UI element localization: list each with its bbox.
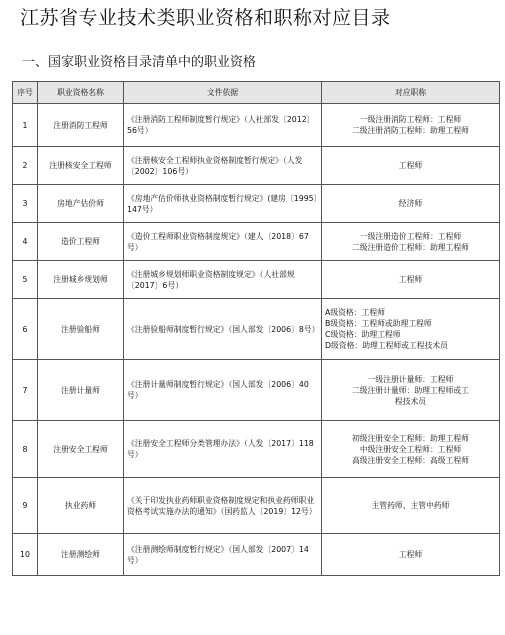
corresponding-title	[322, 147, 500, 185]
table-row	[13, 261, 500, 299]
title-line: 中级注册安全工程师：工程师	[359, 444, 462, 454]
table-row	[13, 147, 500, 185]
qualification-name: 执业药师	[38, 478, 124, 534]
table-row	[13, 223, 500, 261]
title-line: 程技术员	[394, 396, 427, 406]
document-basis: 《关于印发执业药师职业资格制度规定和执业药师职业资格考试实施办法的通知》（国药监人〔2019〕12号）	[124, 478, 322, 534]
title-line: 一级注册消防工程师：工程师	[359, 115, 462, 124]
table-row	[13, 104, 500, 147]
corresponding-title	[322, 104, 500, 147]
row-number: 3	[13, 185, 38, 223]
qualification-table	[12, 81, 500, 576]
row-number: 7	[13, 360, 38, 421]
title-line: 一级注册计量师：工程师	[367, 374, 454, 384]
header-document-basis: 文件依据	[124, 82, 322, 104]
table-row	[13, 299, 500, 360]
document-basis: 《注册测绘师制度暂行规定》（国人部发〔2007〕14号）	[124, 534, 322, 576]
qualification-name: 注册验船师	[38, 299, 124, 360]
header-qualification-name: 职业资格名称	[38, 82, 124, 104]
table-row	[13, 478, 500, 534]
document-basis: 《注册城乡规划师职业资格制度规定》（人社部规〔2017〕6号）	[124, 261, 322, 299]
row-number: 6	[13, 299, 38, 360]
document-basis: 《造价工程师职业资格制度规定》（建人〔2018〕67号）	[124, 223, 322, 261]
document-basis: 《注册核安全工程师执业资格制度暂行规定》（人发〔2002〕106号）	[124, 147, 322, 185]
title-line: 经济师	[398, 199, 423, 208]
table-header-row	[13, 82, 500, 104]
page-title: 江苏省专业技术类职业资格和职称对应目录	[20, 7, 391, 29]
title-line: A级资格：工程师	[325, 308, 385, 317]
title-line: 高级注册安全工程师：高级工程师	[352, 455, 469, 465]
title-line: 二级注册消防工程师：助理工程师	[352, 126, 469, 135]
section-heading: 一、国家职业资格目录清单中的职业资格	[22, 55, 257, 70]
table-row	[13, 534, 500, 576]
row-number: 8	[13, 421, 38, 478]
qualification-name: 注册消防工程师	[38, 104, 124, 147]
corresponding-title	[322, 478, 500, 534]
title-line: 初级注册安全工程师：助理工程师	[352, 433, 469, 443]
corresponding-title	[322, 421, 500, 478]
row-number: 2	[13, 147, 38, 185]
qualification-name: 造价工程师	[38, 223, 124, 261]
qualification-name: 注册核安全工程师	[38, 147, 124, 185]
corresponding-title	[322, 299, 500, 360]
header-no: 序号	[13, 82, 38, 104]
header-corresponding-title: 对应职称	[322, 82, 500, 104]
row-number: 10	[13, 534, 38, 576]
row-number: 9	[13, 478, 38, 534]
qualification-name: 注册城乡规划师	[38, 261, 124, 299]
corresponding-title	[322, 261, 500, 299]
title-line: C级资格：助理工程师	[325, 330, 401, 339]
title-line: 一级注册造价工程师：工程师	[359, 231, 462, 241]
title-line: 二级注册造价工程师：助理工程师	[352, 242, 469, 252]
qualification-name: 注册安全工程师	[38, 421, 124, 478]
qualification-name: 注册测绘师	[38, 534, 124, 576]
title-line: B级资格：工程师或助理工程师	[325, 319, 432, 328]
document-basis: 《房地产估价师执业资格制度暂行规定》(建房〔1995〕147号）	[124, 185, 322, 223]
table-row	[13, 360, 500, 421]
title-line: 工程师	[398, 275, 423, 284]
title-line: 二级注册计量师：助理工程师或工	[352, 385, 469, 395]
qualification-name: 房地产估价师	[38, 185, 124, 223]
table-row	[13, 421, 500, 478]
row-number: 5	[13, 261, 38, 299]
document-basis: 《注册验船师制度暂行规定》（国人部发〔2006〕8号）	[124, 299, 322, 360]
title-line: 主管药师、主管中药师	[371, 501, 450, 510]
corresponding-title	[322, 185, 500, 223]
table-body	[13, 104, 500, 576]
document-basis: 《注册安全工程师分类管理办法》（人发〔2017〕118号）	[124, 421, 322, 478]
title-line: 工程师	[398, 161, 423, 170]
title-line: D级资格：助理工程师或工程技术员	[325, 341, 448, 350]
document-basis: 《注册消防工程师制度暂行规定》（人社部发〔2012〕56号）	[124, 104, 322, 147]
title-line: 工程师	[398, 550, 423, 559]
corresponding-title	[322, 360, 500, 421]
document-basis: 《注册计量师制度暂行规定》（国人部发〔2006〕40号）	[124, 360, 322, 421]
table-row	[13, 185, 500, 223]
qualification-name: 注册计量师	[38, 360, 124, 421]
corresponding-title	[322, 223, 500, 261]
corresponding-title	[322, 534, 500, 576]
row-number: 4	[13, 223, 38, 261]
row-number: 1	[13, 104, 38, 147]
